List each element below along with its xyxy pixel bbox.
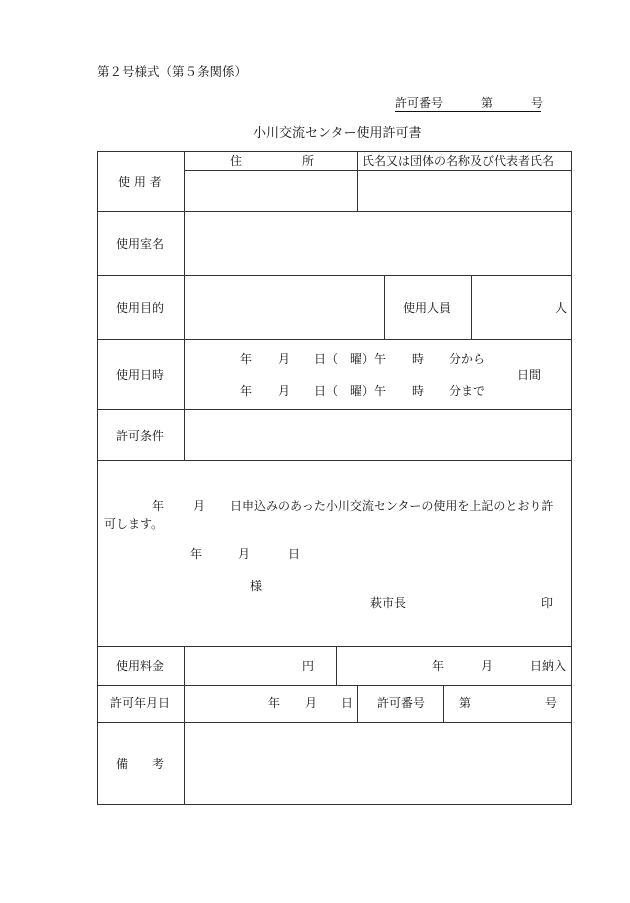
permit-no-go: 号 bbox=[545, 696, 558, 710]
fee-amount-field[interactable] bbox=[186, 649, 296, 683]
permit-no-dai: 第 bbox=[459, 696, 472, 710]
pay-month: 月 bbox=[481, 659, 494, 673]
permit-no-label: 許可番号 bbox=[377, 696, 426, 710]
address-field[interactable] bbox=[186, 173, 355, 209]
to-year: 年 bbox=[240, 384, 253, 398]
issue-month: 月 bbox=[238, 547, 251, 561]
fee-label: 使用料金 bbox=[116, 659, 165, 673]
purpose-label: 使用目的 bbox=[116, 301, 165, 315]
to-day: 日（ bbox=[314, 384, 339, 398]
people-unit: 人 bbox=[555, 301, 568, 315]
statement-month: 月 bbox=[193, 499, 206, 513]
statement-text-2: 可します。 bbox=[104, 517, 164, 531]
purpose-field[interactable] bbox=[186, 278, 382, 337]
pay-year: 年 bbox=[432, 659, 445, 673]
permit-month: 月 bbox=[305, 696, 318, 710]
mayor-title: 萩市長 bbox=[370, 596, 407, 610]
seal-mark: 印 bbox=[541, 596, 554, 610]
people-field[interactable] bbox=[473, 278, 553, 337]
issue-year: 年 bbox=[190, 547, 203, 561]
permit-year: 年 bbox=[268, 696, 281, 710]
datetime-label: 使用日時 bbox=[116, 368, 165, 382]
from-month: 月 bbox=[278, 352, 291, 366]
header-permit-dai: 第 bbox=[481, 96, 494, 110]
user-label: 使 用 者 bbox=[118, 175, 162, 189]
from-year: 年 bbox=[240, 352, 253, 366]
header-permit-go: 号 bbox=[531, 96, 544, 110]
address-header-2: 所 bbox=[302, 154, 315, 168]
permit-date-label: 許可年月日 bbox=[110, 696, 171, 710]
to-month: 月 bbox=[278, 384, 291, 398]
document-title: 小川交流センター使用許可書 bbox=[253, 126, 422, 141]
name-header: 氏名又は団体の名称及び代表者氏名 bbox=[362, 154, 555, 168]
from-weekday-ampm: 曜）午 bbox=[350, 352, 387, 366]
remarks-label: 備 考 bbox=[116, 757, 165, 771]
to-minute: 分まで bbox=[449, 384, 486, 398]
issue-day: 日 bbox=[288, 547, 301, 561]
form-number: 第２号様式（第５条関係） bbox=[97, 64, 248, 79]
room-label: 使用室名 bbox=[116, 237, 165, 251]
header-permit-number bbox=[395, 96, 544, 112]
duration-days: 日間 bbox=[517, 368, 542, 382]
statement-text-1: 日申込みのあった小川交流センターの使用を上記のとおり許 bbox=[230, 499, 554, 513]
people-label: 使用人員 bbox=[403, 301, 452, 315]
permit-day: 日 bbox=[341, 696, 354, 710]
fee-yen: 円 bbox=[302, 659, 315, 673]
address-header-1: 住 bbox=[230, 154, 243, 168]
room-field[interactable] bbox=[186, 214, 569, 273]
conditions-field[interactable] bbox=[186, 412, 569, 458]
from-minute: 分から bbox=[449, 352, 486, 366]
header-permit-label: 許可番号 bbox=[395, 96, 444, 110]
name-field[interactable] bbox=[359, 173, 569, 209]
to-weekday-ampm: 曜）午 bbox=[350, 384, 387, 398]
from-hour: 時 bbox=[412, 352, 425, 366]
to-hour: 時 bbox=[412, 384, 425, 398]
pay-day: 日納入 bbox=[530, 659, 567, 673]
remarks-field[interactable] bbox=[186, 725, 569, 802]
conditions-label: 許可条件 bbox=[116, 429, 165, 443]
statement-year: 年 bbox=[152, 499, 165, 513]
from-day: 日（ bbox=[314, 352, 339, 366]
addressee-sama: 様 bbox=[250, 579, 263, 593]
